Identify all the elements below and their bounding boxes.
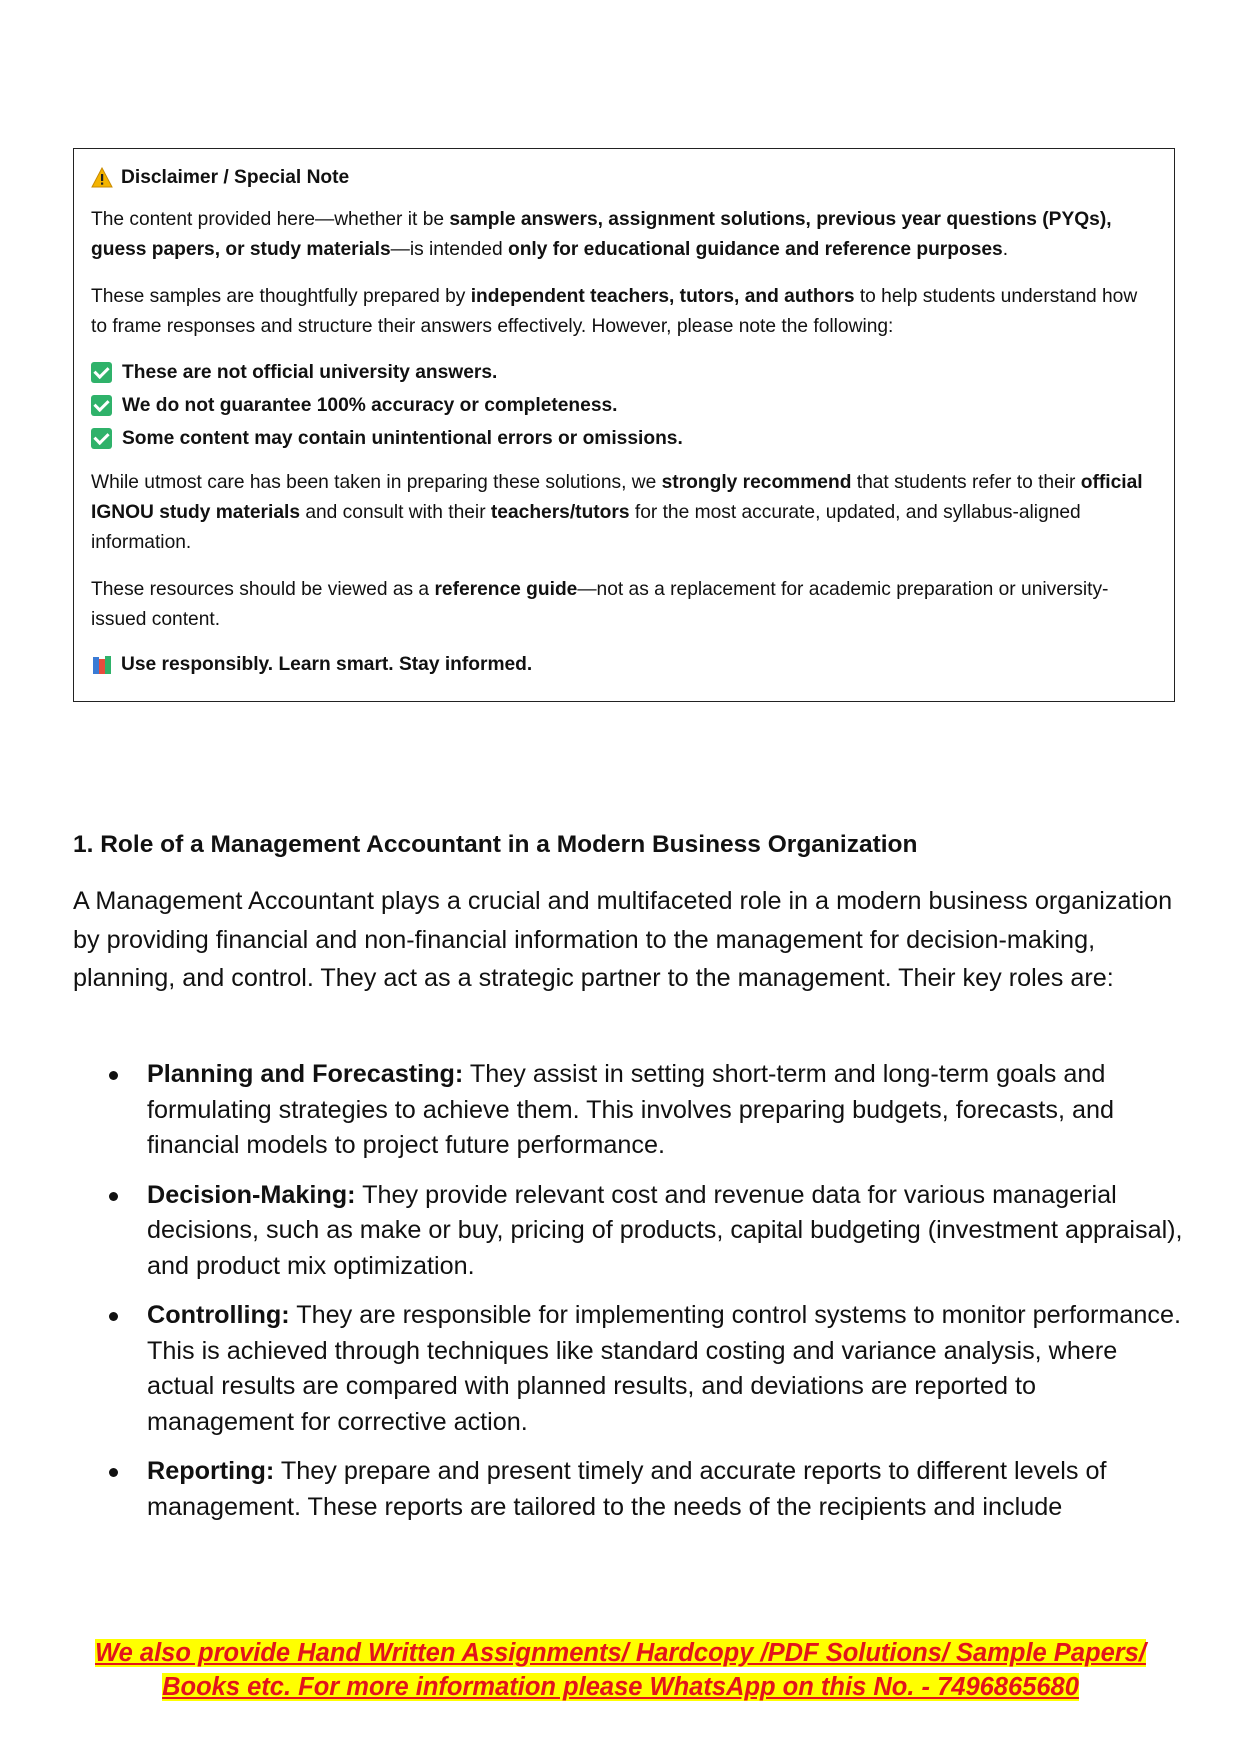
text-run: —is intended bbox=[390, 239, 508, 260]
check-item-text: These are not official university answers. bbox=[122, 361, 498, 383]
bold-run: official IGNOU study materials bbox=[91, 472, 1143, 523]
check-icon bbox=[91, 362, 112, 383]
bold-run: strongly recommend bbox=[661, 472, 852, 493]
bold-run: sample answers, assignment solutions, previous year questions (PYQs), guess papers, or study materials bbox=[91, 209, 1112, 260]
check-icon bbox=[91, 395, 112, 416]
check-item-text: We do not guarantee 100% accuracy or completeness. bbox=[122, 394, 618, 416]
disclaimer-paragraph-2 bbox=[91, 282, 1156, 342]
text-run: These samples are thoughtfully prepared by bbox=[91, 286, 471, 307]
check-icon bbox=[91, 428, 112, 449]
bold-run: independent teachers, tutors, and authors bbox=[470, 286, 855, 307]
disclaimer-box bbox=[73, 148, 1175, 702]
text-run: for the most accurate, updated, and syllabus-aligned information. bbox=[91, 502, 1081, 553]
section-heading: 1. Role of a Management Accountant in a Modern Business Organization bbox=[73, 831, 918, 858]
text-run: These resources should be viewed as a bbox=[91, 579, 435, 600]
text-run: While utmost care has been taken in preparing these solutions, we bbox=[91, 472, 662, 493]
warning-icon bbox=[91, 167, 113, 189]
role-term: Controlling: bbox=[147, 1301, 290, 1329]
check-item bbox=[91, 422, 1156, 455]
list-item bbox=[73, 1298, 1183, 1440]
text-run: . bbox=[1002, 239, 1009, 260]
disclaimer-paragraph-4 bbox=[91, 575, 1156, 635]
disclaimer-footer bbox=[91, 650, 1156, 680]
check-item bbox=[91, 356, 1156, 389]
promo-line-1: We also provide Hand Written Assignments/ Hardcopy /PDF Solutions/ Sample Papers/ bbox=[95, 1639, 1146, 1667]
text-run: and consult with their bbox=[300, 502, 491, 523]
role-text: They assist in setting short-term and long-term goals and formulating strategies to achieve them. This involves preparing budgets, forecasts, and financial models to project future performance. bbox=[147, 1060, 1114, 1159]
books-icon bbox=[91, 654, 113, 676]
check-list bbox=[91, 356, 1156, 455]
disclaimer-paragraph-1 bbox=[91, 205, 1156, 265]
promo-line-2: Books etc. For more information please WhatsApp on this No. - 7496865680 bbox=[162, 1673, 1079, 1701]
text-run: —not as a replacement for academic preparation or university-issued content. bbox=[91, 579, 1109, 630]
bullet-icon bbox=[109, 1312, 118, 1321]
disclaimer-title-text: Disclaimer / Special Note bbox=[121, 167, 350, 188]
list-item bbox=[73, 1454, 1183, 1525]
promo-banner bbox=[0, 1636, 1241, 1704]
bold-run: reference guide bbox=[434, 579, 578, 600]
text-run: that students refer to their bbox=[851, 472, 1081, 493]
role-text: They provide relevant cost and revenue data for various managerial decisions, such as make or buy, pricing of products, capital budgeting (investment appraisal), and product mix optimization. bbox=[147, 1180, 1183, 1280]
disclaimer-title bbox=[91, 163, 1156, 193]
check-item bbox=[91, 389, 1156, 422]
bold-run: only for educational guidance and reference purposes bbox=[507, 239, 1003, 260]
role-text: They prepare and present timely and accurate reports to different levels of management. These reports are tailored to the needs of the recipients and include bbox=[147, 1457, 1107, 1521]
role-term: Reporting: bbox=[147, 1457, 275, 1485]
bullet-icon bbox=[109, 1071, 118, 1080]
disclaimer-paragraph-3 bbox=[91, 468, 1156, 558]
bullet-icon bbox=[109, 1192, 118, 1201]
check-item-text: Some content may contain unintentional errors or omissions. bbox=[122, 427, 683, 449]
list-item bbox=[73, 1057, 1183, 1164]
text-run: to help students understand how to frame responses and structure their answers effectively. However, please note the following: bbox=[91, 286, 1138, 337]
role-term: Planning and Forecasting: bbox=[147, 1060, 464, 1088]
role-text: They are responsible for implementing control systems to monitor performance. This is achieved through techniques like standard costing and variance analysis, where actual results are compared with planned results, and deviations are reported to management for corrective action. bbox=[147, 1301, 1181, 1436]
text-run: The content provided here—whether it be bbox=[91, 209, 450, 230]
intro-paragraph: A Management Accountant plays a crucial and multifaceted role in a modern business organization by providing financial and non-financial information to the management for decision-making, planning, and control. They act as a strategic partner to the management. Their key roles are: bbox=[73, 887, 1173, 992]
role-term: Decision-Making: bbox=[147, 1180, 356, 1209]
disclaimer-footer-text: Use responsibly. Learn smart. Stay informed. bbox=[121, 654, 533, 675]
roles-list bbox=[73, 1057, 1183, 1539]
bold-run: teachers/tutors bbox=[490, 502, 630, 523]
list-item bbox=[73, 1178, 1183, 1285]
bullet-icon bbox=[109, 1468, 118, 1477]
